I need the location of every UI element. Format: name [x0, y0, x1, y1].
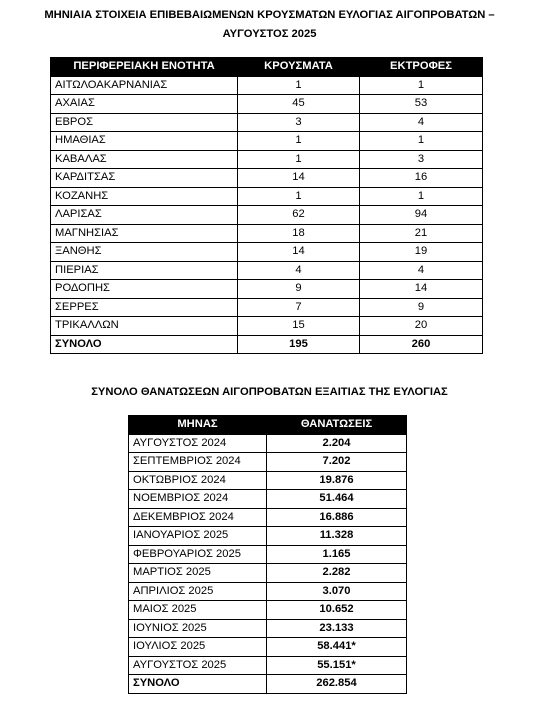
table-row — [51, 298, 483, 317]
table-row — [129, 656, 407, 675]
column-header-region: ΠΕΡΙΦΕΡΕΙΑΚΗ ΕΝΟΤΗΤΑ — [51, 58, 238, 77]
table-row — [51, 243, 483, 262]
value-cell: 1 — [360, 187, 483, 206]
row-label-cell: ΛΑΡΙΣΑΣ — [51, 206, 238, 225]
value-cell: 2.282 — [267, 564, 407, 583]
table-row — [129, 601, 407, 620]
value-cell: 94 — [360, 206, 483, 225]
value-cell: 9 — [238, 280, 360, 299]
culling-by-month-table — [128, 415, 407, 694]
table-row — [51, 206, 483, 225]
column-header-cases: ΚΡΟΥΣΜΑΤΑ — [238, 58, 360, 77]
row-label-cell: ΤΡΙΚΑΛΛΩΝ — [51, 317, 238, 336]
table-row — [51, 150, 483, 169]
value-cell: 9 — [360, 298, 483, 317]
value-cell: 62 — [238, 206, 360, 225]
value-cell: 4 — [360, 261, 483, 280]
row-label-cell: ΠΙΕΡΙΑΣ — [51, 261, 238, 280]
row-label-cell: ΣΕΡΡΕΣ — [51, 298, 238, 317]
value-cell: 1 — [360, 132, 483, 151]
row-label-cell: ΡΟΔΟΠΗΣ — [51, 280, 238, 299]
table-row — [51, 317, 483, 336]
table-row — [51, 224, 483, 243]
table-row — [129, 490, 407, 509]
total-row — [51, 335, 483, 354]
row-label-cell: ΞΑΝΘΗΣ — [51, 243, 238, 262]
row-label-cell: ΗΜΑΘΙΑΣ — [51, 132, 238, 151]
table-row — [129, 638, 407, 657]
value-cell: 18 — [238, 224, 360, 243]
row-label-cell: ΜΑΡΤΙΟΣ 2025 — [129, 564, 267, 583]
table-row — [129, 508, 407, 527]
value-cell: 1.165 — [267, 545, 407, 564]
row-label-cell: ΙΟΥΝΙΟΣ 2025 — [129, 619, 267, 638]
table-row — [129, 527, 407, 546]
total-row — [129, 675, 407, 694]
table-row — [51, 132, 483, 151]
row-label-cell: ΙΟΥΛΙΟΣ 2025 — [129, 638, 267, 657]
value-cell: 4 — [360, 113, 483, 132]
total-value-cell: 262.854 — [267, 675, 407, 694]
value-cell: 1 — [360, 76, 483, 95]
value-cell: 3 — [238, 113, 360, 132]
row-label-cell: ΣΕΠΤΕΜΒΡΙΟΣ 2024 — [129, 453, 267, 472]
table-header-row — [129, 416, 407, 435]
value-cell: 19 — [360, 243, 483, 262]
row-label-cell: ΑΙΤΩΛΟΑΚΑΡΝΑΝΙΑΣ — [51, 76, 238, 95]
value-cell: 10.652 — [267, 601, 407, 620]
table-row — [51, 76, 483, 95]
table-row — [51, 169, 483, 188]
table-row — [51, 113, 483, 132]
table-row — [129, 434, 407, 453]
column-header-farms: ΕΚΤΡΟΦΕΣ — [360, 58, 483, 77]
value-cell: 14 — [238, 169, 360, 188]
value-cell: 23.133 — [267, 619, 407, 638]
row-label-cell: ΙΑΝΟΥΑΡΙΟΣ 2025 — [129, 527, 267, 546]
table-row — [129, 545, 407, 564]
value-cell: 3.070 — [267, 582, 407, 601]
page-title-line-1: ΜΗΝΙΑΙΑ ΣΤΟΙΧΕΙΑ ΕΠΙΒΕΒΑΙΩΜΕΝΩΝ ΚΡΟΥΣΜΑΤΩΝ ΕΥΛΟΓΙΑΣ ΑΙΓΟΠΡΟΒΑΤΩΝ – — [44, 9, 495, 21]
cases-by-region-table — [50, 57, 483, 354]
value-cell: 14 — [238, 243, 360, 262]
row-label-cell: ΚΑΒΑΛΑΣ — [51, 150, 238, 169]
table-row — [51, 187, 483, 206]
value-cell: 53 — [360, 95, 483, 114]
column-header-cullings: ΘΑΝΑΤΩΣΕΙΣ — [267, 416, 407, 435]
row-label-cell: ΔΕΚΕΜΒΡΙΟΣ 2024 — [129, 508, 267, 527]
value-cell: 1 — [238, 187, 360, 206]
row-label-cell: ΦΕΒΡΟΥΑΡΙΟΣ 2025 — [129, 545, 267, 564]
column-header-month: ΜΗΝΑΣ — [129, 416, 267, 435]
total-value-cell: 195 — [238, 335, 360, 354]
value-cell: 21 — [360, 224, 483, 243]
table-row — [129, 619, 407, 638]
row-label-cell: ΚΑΡΔΙΤΣΑΣ — [51, 169, 238, 188]
row-label-cell: ΜΑΓΝΗΣΙΑΣ — [51, 224, 238, 243]
table-row — [129, 582, 407, 601]
page-title — [0, 6, 539, 44]
value-cell: 20 — [360, 317, 483, 336]
section-title: ΣΥΝΟΛΟ ΘΑΝΑΤΩΣΕΩΝ ΑΙΓΟΠΡΟΒΑΤΩΝ ΕΞΑΙΤΙΑΣ ΤΗΣ ΕΥΛΟΓΙΑΣ — [91, 386, 448, 398]
row-label-cell: ΑΧΑΙΑΣ — [51, 95, 238, 114]
row-label-cell: ΝΟΕΜΒΡΙΟΣ 2024 — [129, 490, 267, 509]
value-cell: 4 — [238, 261, 360, 280]
table-header-row — [51, 58, 483, 77]
value-cell: 55.151* — [267, 656, 407, 675]
value-cell: 2.204 — [267, 434, 407, 453]
value-cell: 3 — [360, 150, 483, 169]
page-title-line-2: ΑΥΓΟΥΣΤΟΣ 2025 — [222, 28, 317, 40]
total-label-cell: ΣΥΝΟΛΟ — [129, 675, 267, 694]
row-label-cell: ΚΟΖΑΝΗΣ — [51, 187, 238, 206]
table-row — [51, 95, 483, 114]
table-row — [129, 564, 407, 583]
row-label-cell: ΟΚΤΩΒΡΙΟΣ 2024 — [129, 471, 267, 490]
row-label-cell: ΑΥΓΟΥΣΤΟΣ 2025 — [129, 656, 267, 675]
value-cell: 16.886 — [267, 508, 407, 527]
total-label-cell: ΣΥΝΟΛΟ — [51, 335, 238, 354]
value-cell: 58.441* — [267, 638, 407, 657]
value-cell: 7.202 — [267, 453, 407, 472]
total-value-cell: 260 — [360, 335, 483, 354]
table-row — [51, 261, 483, 280]
value-cell: 16 — [360, 169, 483, 188]
row-label-cell: ΜΑΙΟΣ 2025 — [129, 601, 267, 620]
value-cell: 19.876 — [267, 471, 407, 490]
row-label-cell: ΕΒΡΟΣ — [51, 113, 238, 132]
row-label-cell: ΑΠΡΙΛΙΟΣ 2025 — [129, 582, 267, 601]
value-cell: 7 — [238, 298, 360, 317]
value-cell: 11.328 — [267, 527, 407, 546]
row-label-cell: ΑΥΓΟΥΣΤΟΣ 2024 — [129, 434, 267, 453]
value-cell: 15 — [238, 317, 360, 336]
value-cell: 14 — [360, 280, 483, 299]
value-cell: 1 — [238, 150, 360, 169]
value-cell: 1 — [238, 76, 360, 95]
table-row — [51, 280, 483, 299]
value-cell: 51.464 — [267, 490, 407, 509]
table-row — [129, 453, 407, 472]
value-cell: 45 — [238, 95, 360, 114]
value-cell: 1 — [238, 132, 360, 151]
table-row — [129, 471, 407, 490]
